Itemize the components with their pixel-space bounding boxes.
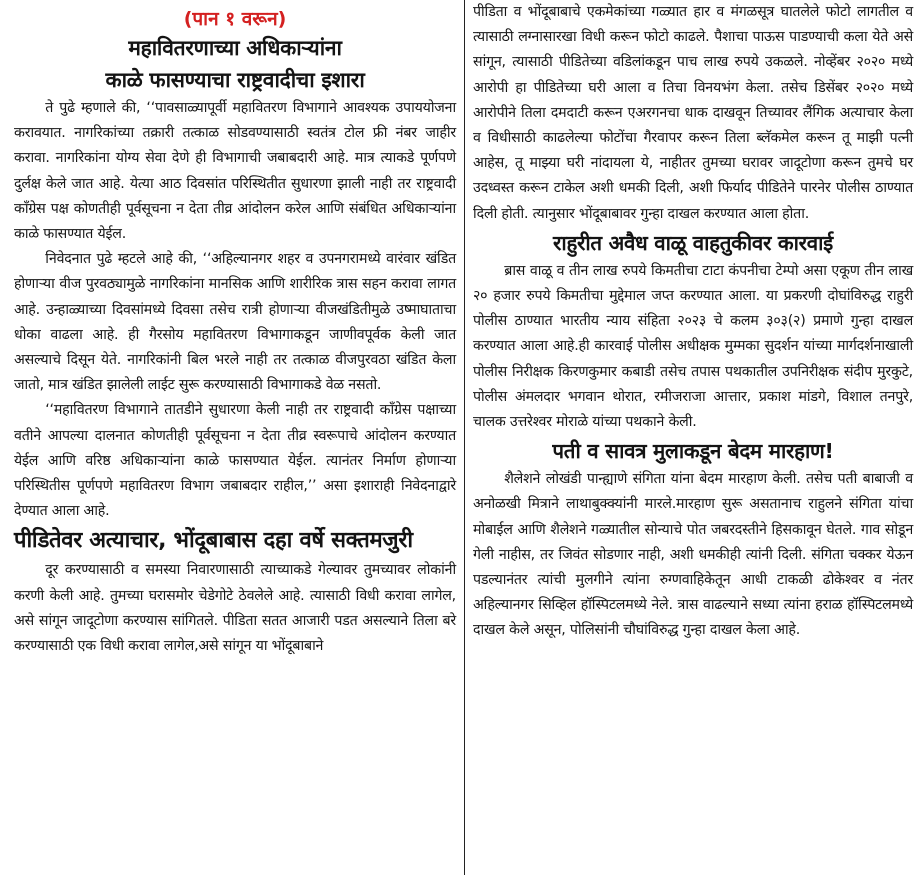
story-fake-baba-sentenced	[14, 524, 456, 659]
story-assault-by-husband	[473, 435, 913, 643]
story-paragraph: ब्रास वाळू व तीन लाख रुपये किमतीचा टाटा कंपनीचा टेम्पो असा एकूण तीन लाख २० हजार रुपये किमतीचा मुद्देमाल जप्त करण्यात आला. या प्रकरणी दोघांविरुद्ध राहुरी पोलीस ठाण्यात भारतीय न्याय संहिता २०२३ चे कलम ३०३(२) प्रमाणे गुन्हा दाखल करण्यात आला आहे.ही कारवाई पोलीस अधीक्षक मुम्मका सुदर्शन यांच्या मार्गदर्शनाखाली पोलीस निरीक्षक किरणकुमार कबाडी तसेच तपास पथकातील उपनिरीक्षक संदीप मुरकुटे, पोलीस अंमलदार भगवान थोरात, रमीजराजा आत्तार, प्रकाश मांडगे, विशाल तनपुरे, चालक उत्तरेश्वर मोराळे यांच्या पथकाने केली.	[473, 262, 913, 431]
story-headline: महावितरणाच्या अधिकाऱ्यांना	[128, 36, 342, 60]
story-paragraph: दूर करण्यासाठी व समस्या निवारणासाठी त्याच्याकडे गेल्यावर तुमच्यावर लोकांनी करणी केली आहे. तुमच्या घरासमोर चेडेगोटे ठेवलेले आहे. त्यासाठी विधी करावा लागेल, असे सांगून जादूटोणा करण्यास सांगितले. पीडिता सतत आजारी पडत असल्याने तिला बरे करण्यासाठी एक विधी करावा लागेल,असे सांगून या भोंदूबाबाने	[14, 562, 456, 655]
continued-from-page-label: (पान १ वरून)	[183, 8, 287, 30]
story-paragraph: शैलेशने लोखंडी पान्ह्याणे संगिता यांना बेदम मारहाण केली. तसेच पती बाबाजी व अनोळखी मित्राने लाथाबुक्क्यांनी मारले.मारहाण सुरू असतानाच राहुलने संगिता यांचा मोबाईल आणि शैलेशने गळ्यातील सोन्याचे पोत जबरदस्तीने हिसकावून घेतले. गाव सोडून गेली नाहीस, तर जिवंत सोडणार नाही, अशी धमकीही त्यांनी दिली. संगिता चक्कर येऊन पडल्यानंतर त्यांची मुलगीने त्यांना रुग्णवाहिकेतून आधी टाकळी ढोकेश्वर व नंतर अहिल्यानगर सिव्हिल हॉस्पिटलमध्ये नेले. त्रास वाढल्याने सध्या त्यांना हराळ हॉस्पिटलमध्ये दाखल केले असून, पोलिसांनी चौघांविरुद्ध गुन्हा दाखल केला आहे.	[473, 471, 913, 639]
column-divider	[464, 0, 465, 875]
story-mseb-warning	[14, 32, 456, 524]
story-headline: पीडितेवर अत्याचार, भोंदूबाबास दहा वर्षे सक्तमजुरी	[14, 528, 413, 554]
story-headline-line2: काळे फासण्याचा राष्ट्रवादीचा इशारा	[105, 68, 365, 92]
story-rahuri-sand-action	[473, 227, 913, 435]
left-column	[14, 0, 456, 659]
story-paragraph: ‘‘महावितरण विभागाने तातडीने सुधारणा केली नाही तर राष्ट्रवादी कॉंग्रेस पक्षाच्या वतीने आपल्या दालनात कोणतीही पूर्वसूचना न देता तीव्र स्वरूपाचे आंदोलन करण्यात येईल आणि वरिष्ठ अधिकाऱ्यांना काळे फासण्यात येईल. त्यानंतर निर्माण होणाऱ्या परिस्थितीस पूर्णपणे महावितरण विभाग जबाबदार राहील,’’ असा इशाराही निवेदनाद्वारे देण्यात आला आहे.	[14, 402, 456, 520]
story-headline: पती व सावत्र मुलाकडून बेदम मारहाण!	[552, 439, 834, 464]
story-paragraph: ते पुढे म्हणाले की, ‘‘पावसाळ्यापूर्वी महावितरण विभागाने आवश्यक उपाययोजना करावयात. नागरिकांच्या तक्रारी तत्काळ सोडवण्यासाठी स्वतंत्र टोल फ्री नंबर जाहीर करावा. नागरिकांना योग्य सेवा देणे ही विभागाची जबाबदारी आहे. मात्र त्याकडे पूर्णपणे दुर्लक्ष केले जात आहे. येत्या आठ दिवसांत परिस्थितीत सुधारणा झाली नाही तर राष्ट्रवादी कॉंग्रेस पक्ष कोणतीही पूर्वसूचना न देता तीव्र आंदोलन करेल आणि संबंधित अधिकाऱ्यांना काळे फासण्यात येईल.	[14, 100, 456, 243]
story-paragraph-continued: पीडिता व भोंदूबाबाचे एकमेकांच्या गळ्यात हार व मंगळसूत्र घातलेले फोटो लागतील व त्यासाठी लग्नासारखा विधी करून फोटो काढले. पैशाचा पाऊस पाडण्याची कला येते असे सांगून, त्यासाठी पीडितेच्या वडिलांकडून पाच लाख रुपये उकळले. नोव्हेंबर २०२० मध्ये आरोपी हा पीडितेच्या घरी आला व तिचा विनयभंग केला. तसेच डिसेंबर २०२० मध्ये आरोपीने तिला दमदाटी करून एअरगनचा धाक दाखवून तिच्यावर लैंगिक अत्याचार केला व विधीसाठी काढलेल्या फोटोंचा गैरवापर करून तिला ब्लॅकमेल करून तू माझी पत्नी आहेस, तू माझ्या घरी नांदायला ये, नाहीतर तुमच्या घरावर जादूटोणा करून तुमचे घर उदध्वस्त करून टाकेल अशी धमकी दिली, अशी फिर्याद पीडितेने पारनेर पोलीस ठाण्यात दिली होती. त्यानुसार भोंदूबाबावर गुन्हा दाखल करण्यात आला होता.	[473, 4, 913, 222]
story-paragraph: निवेदनात पुढे म्हटले आहे की, ‘‘अहिल्यानगर शहर व उपनगरामध्ये वारंवार खंडित होणाऱ्या वीज पुरवठ्यामुळे नागरिकांना मानसिक आणि शारीरिक त्रास सहन करावा लागत आहे. उन्हाळ्याच्या दिवसांमध्ये दिवसा तसेच रात्री होणाऱ्या वीजखंडितीमुळे उष्माघाताचा धोका वाढला आहे. ही गैरसोय महावितरण विभागाकडून जाणीवपूर्वक केली जात असल्याचे दिसून येते. नागरिकांनी बिल भरले नाही तर तत्काळ वीजपुरवठा खंडित केला जातो, मात्र खंडित झालेली लाईट सुरू करण्यासाठी विभागाकडे वेळ नसतो.	[14, 251, 456, 394]
story-headline: राहुरीत अवैध वाळू वाहतुकीवर कारवाई	[553, 230, 833, 255]
right-column	[473, 0, 913, 644]
